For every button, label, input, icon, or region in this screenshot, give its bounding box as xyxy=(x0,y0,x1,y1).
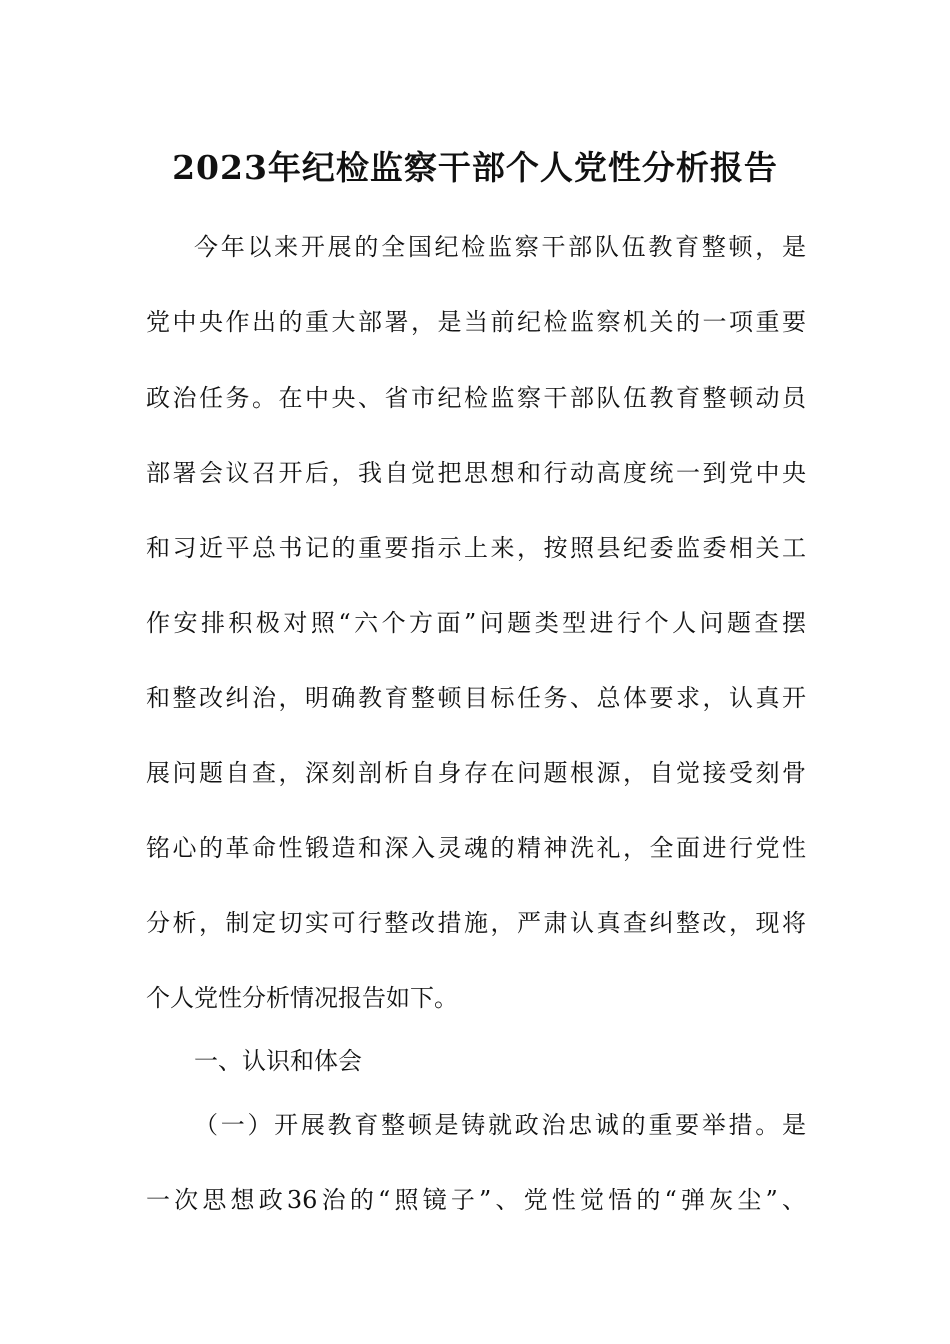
paragraph-line: 个人党性分析情况报告如下。 xyxy=(146,984,458,1012)
paragraph-line: 和整改纠治，明确教育整顿目标任务、总体要求，认真开 xyxy=(146,684,806,712)
paragraph-line: 作安排积极对照“六个方面”问题类型进行个人问题查摆 xyxy=(146,609,806,637)
paragraph-line: 铭心的革命性锻造和深入灵魂的精神洗礼，全面进行党性 xyxy=(146,834,806,862)
paragraph-line: 一次思想政36治的“照镜子”、党性觉悟的“弹灰尘”、 xyxy=(146,1186,806,1214)
document-title: 2023年纪检监察干部个人党性分析报告 xyxy=(172,148,778,187)
paragraph-line: （一）开展教育整顿是铸就政治忠诚的重要举措。是 xyxy=(194,1111,806,1139)
paragraph-line: 政治任务。在中央、省市纪检监察干部队伍教育整顿动员 xyxy=(146,384,806,412)
paragraph-line: 今年以来开展的全国纪检监察干部队伍教育整顿，是 xyxy=(194,233,806,261)
section-heading: 一、认识和体会 xyxy=(194,1047,362,1075)
paragraph-line: 展问题自查，深刻剖析自身存在问题根源，自觉接受刻骨 xyxy=(146,759,806,787)
paragraph-line: 部署会议召开后，我自觉把思想和行动高度统一到党中央 xyxy=(146,459,806,487)
paragraph-line: 党中央作出的重大部署，是当前纪检监察机关的一项重要 xyxy=(146,308,806,336)
paragraph-line: 分析，制定切实可行整改措施，严肃认真查纠整改，现将 xyxy=(146,909,806,937)
paragraph-line: 和习近平总书记的重要指示上来，按照县纪委监委相关工 xyxy=(146,534,806,562)
